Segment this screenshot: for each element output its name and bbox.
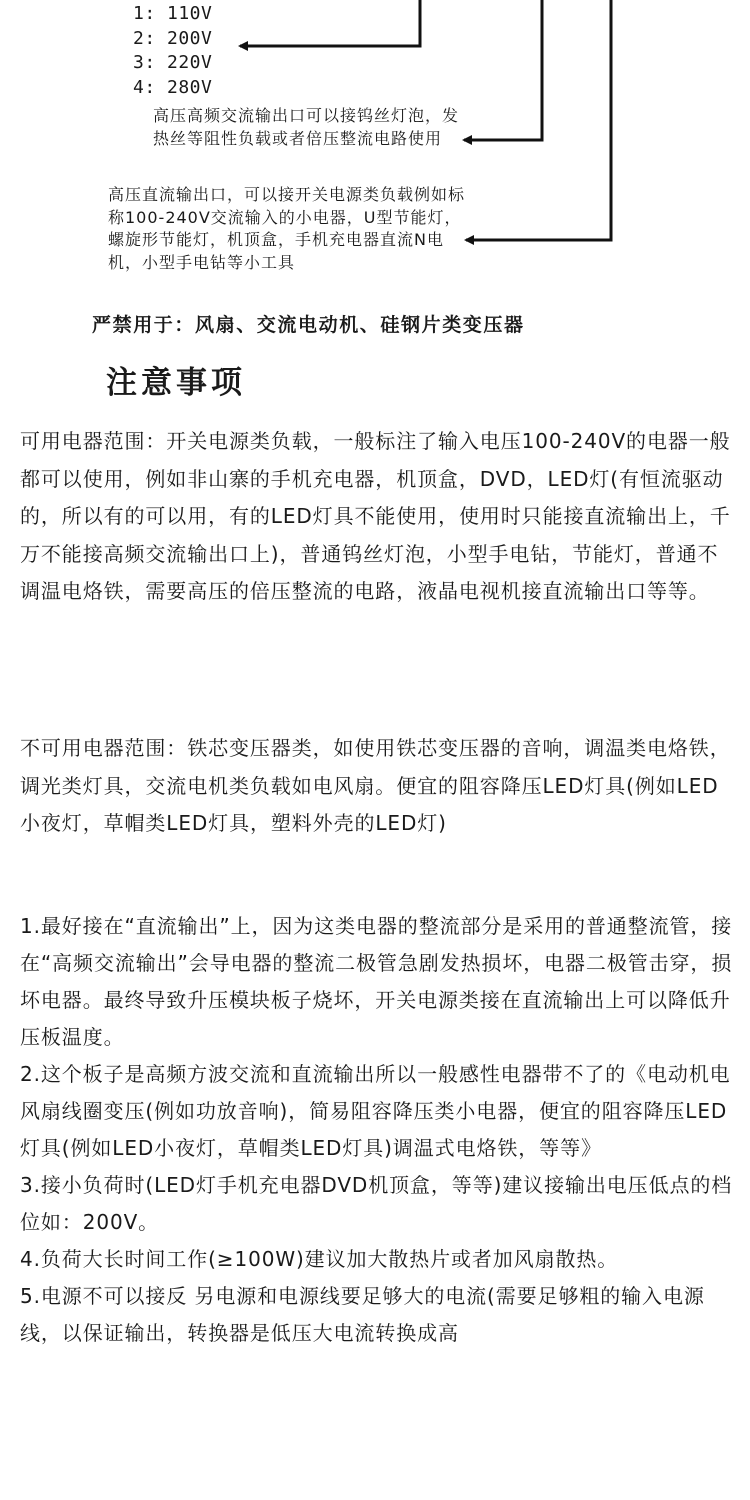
connection-arrows: [0, 0, 750, 350]
tip-item: 3.接小负荷时(LED灯手机充电器DVD机顶盒，等等)建议接输出电压低点的档位如：200V。: [20, 1173, 733, 1234]
tip-item: 2.这个板子是高频方波交流和直流输出所以一般感性电器带不了的《电动机电风扇线圈变压(例如功放音响)，简易阻容降压类小电器，便宜的阻容降压LED灯具(例如LED小夜灯，草帽类LED灯具)调温式电烙铁，等等》: [20, 1062, 731, 1160]
dc-output-note: 高压直流输出口，可以接开关电源类负载例如标称100-240V交流输入的小电器，U型节能灯，螺旋形节能灯，机顶盒，手机充电器直流N电机，小型手电钻等小工具: [108, 185, 466, 272]
forbidden-use-warning: 严禁用于：风扇、交流电动机、硅钢片类变压器: [92, 314, 525, 336]
voltage-option-list: [133, 2, 212, 100]
ac-output-note: 高压高频交流输出口可以接钨丝灯泡，发热丝等阻性负载或者倍压整流电路使用: [153, 106, 460, 148]
voltage-option: 4: 280V: [133, 76, 213, 98]
arrow-voltage-selector: [240, 0, 420, 46]
arrow-ac-output: [464, 0, 542, 140]
arrow-dc-output: [466, 0, 611, 240]
unusable-appliances-paragraph: 不可用电器范围：铁芯变压器类，如使用铁芯变压器的音响，调温类电烙铁，调光类灯具，交流电机类负载如电风扇。便宜的阻容降压LED灯具(例如LED小夜灯，草帽类LED灯具，塑料外壳的LED灯): [20, 736, 731, 835]
tip-item: 5.电源不可以接反 另电源和电源线要足够大的电流(需要足够粗的输入电源线，以保证输出，转换器是低压大电流转换成高: [20, 1284, 705, 1345]
tips-list: [20, 908, 736, 1352]
output-wiring-diagram: [0, 0, 750, 350]
section-title: 注意事项: [106, 365, 246, 401]
voltage-option: 2: 200V: [133, 27, 213, 49]
voltage-option: 3: 220V: [133, 52, 213, 73]
voltage-option: 1: 110V: [133, 3, 213, 24]
usable-appliances-paragraph: 可用电器范围：开关电源类负载，一般标注了输入电压100-240V的电器一般都可以使用，例如非山寨的手机充电器，机顶盒，DVD，LED灯(有恒流驱动的，所以有的可以用，有的LED灯具不能使用，使用时只能接直流输出上，千万不能接高频交流输出口上)，普通钨丝灯泡，小型手电钻，节能灯，普通不调温电烙铁，需要高压的倍压整流的电路，液晶电视机接直流输出口等等。: [20, 429, 731, 603]
tip-item: 4.负荷大长时间工作(≥100W)建议加大散热片或者加风扇散热。: [20, 1247, 619, 1271]
tip-item: 1.最好接在“直流输出”上，因为这类电器的整流部分是采用的普通整流管，接在“高频交流输出”会导电器的整流二极管急剧发热损坏，电器二极管击穿，损坏电器。最终导致升压模块板子烧坏，开关电源类接在直流输出上可以降低升压板温度。: [20, 914, 733, 1049]
